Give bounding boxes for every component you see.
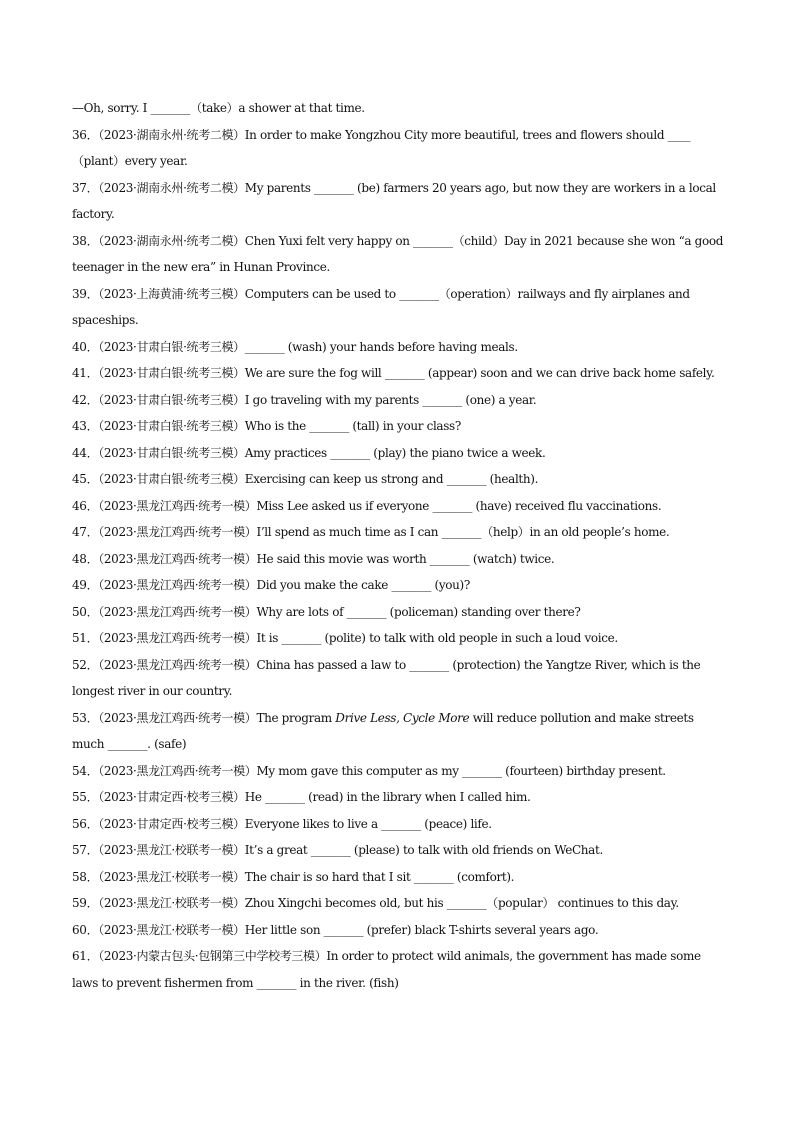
question-36: 36．（2023·湖南永州·统考二模）In order to make Yongzhou City more beautiful, trees and flowers should ____（plant）every year. <box>72 127 691 168</box>
question-46: 46．（2023·黑龙江鸡西·统考一模）Miss Lee asked us if everyone _______ (have) received flu vaccinations. <box>72 498 662 513</box>
question-53-lead: 53．（2023·黑龙江鸡西·统考一模）The program <box>72 710 336 725</box>
question-50: 50．（2023·黑龙江鸡西·统考一模）Why are lots of _______ (policeman) standing over there? <box>72 604 581 619</box>
question-41: 41．（2023·甘肃白银·统考三模）We are sure the fog will _______ (appear) soon and we can drive back home safely. <box>72 366 715 380</box>
question-49: 49．（2023·黑龙江鸡西·统考一模）Did you make the cake _______ (you)? <box>72 578 470 592</box>
question-42: 42．（2023·甘肃白银·统考三模）I go traveling with my parents _______ (one) a year. <box>72 392 537 407</box>
question-58: 58．（2023·黑龙江·校联考一模）The chair is so hard that I sit _______ (comfort). <box>72 869 515 884</box>
question-60: 60．（2023·黑龙江·校联考一模）Her little son _______ (prefer) black T-shirts several years ago. <box>72 922 599 937</box>
question-53 <box>72 705 724 758</box>
question-43: 43．（2023·甘肃白银·统考三模）Who is the _______ (tall) in your class? <box>72 419 461 433</box>
question-47: 47．（2023·黑龙江鸡西·统考一模）I’ll spend as much time as I can _______（help）in an old people’s home. <box>72 525 670 539</box>
question-56: 56．（2023·甘肃定西·校考三模）Everyone likes to live a _______ (peace) life. <box>72 816 492 831</box>
question-53-tail: will reduce pollution and make streets much _______. (safe) <box>72 710 694 751</box>
question-48: 48．（2023·黑龙江鸡西·统考一模）He said this movie was worth _______ (watch) twice. <box>72 551 555 566</box>
question-37: 37．（2023·湖南永州·统考二模）My parents _______ (be) farmers 20 years ago, but now they are workers in a local factory. <box>72 180 716 221</box>
program-title: Drive Less, Cycle More <box>335 710 470 725</box>
question-45: 45．（2023·甘肃白银·统考三模）Exercising can keep us strong and _______ (health). <box>72 472 539 486</box>
question-55: 55．（2023·甘肃定西·校考三模）He _______ (read) in the library when I called him. <box>72 790 531 804</box>
question-44: 44．（2023·甘肃白银·统考三模）Amy practices _______ (play) the piano twice a week. <box>72 445 546 460</box>
question-54: 54．（2023·黑龙江鸡西·统考一模）My mom gave this computer as my _______ (fourteen) birthday present. <box>72 763 666 778</box>
question-59: 59．（2023·黑龙江·校联考一模）Zhou Xingchi becomes old, but his _______（popular） continues to this day. <box>72 896 679 910</box>
question-57: 57．（2023·黑龙江·校联考一模）It’s a great _______ (please) to talk with old friends on WeChat. <box>72 843 603 857</box>
dialogue-line: —Oh, sorry. I _______（take）a shower at that time. <box>72 101 365 115</box>
question-61: 61．（2023·内蒙古包头·包钢第三中学校考三模）In order to protect wild animals, the government has made some laws to prevent fishermen from _______ in the river. (fish) <box>72 949 701 990</box>
question-52: 52．（2023·黑龙江鸡西·统考一模）China has passed a law to _______ (protection) the Yangtze River, which is the longest river in our country. <box>72 657 701 698</box>
question-39: 39．（2023·上海黄浦·统考三模）Computers can be used to _______（operation）railways and fly airplanes and spaceships. <box>72 286 690 327</box>
question-38: 38．（2023·湖南永州·统考二模）Chen Yuxi felt very happy on _______（child）Day in 2021 because she won “a good teenager in the new era” in Hunan Province. <box>72 233 724 274</box>
question-40: 40．（2023·甘肃白银·统考三模）_______ (wash) your hands before having meals. <box>72 339 518 354</box>
question-51: 51．（2023·黑龙江鸡西·统考一模）It is _______ (polite) to talk with old people in such a loud voice. <box>72 631 618 645</box>
exercise-page <box>72 95 724 996</box>
